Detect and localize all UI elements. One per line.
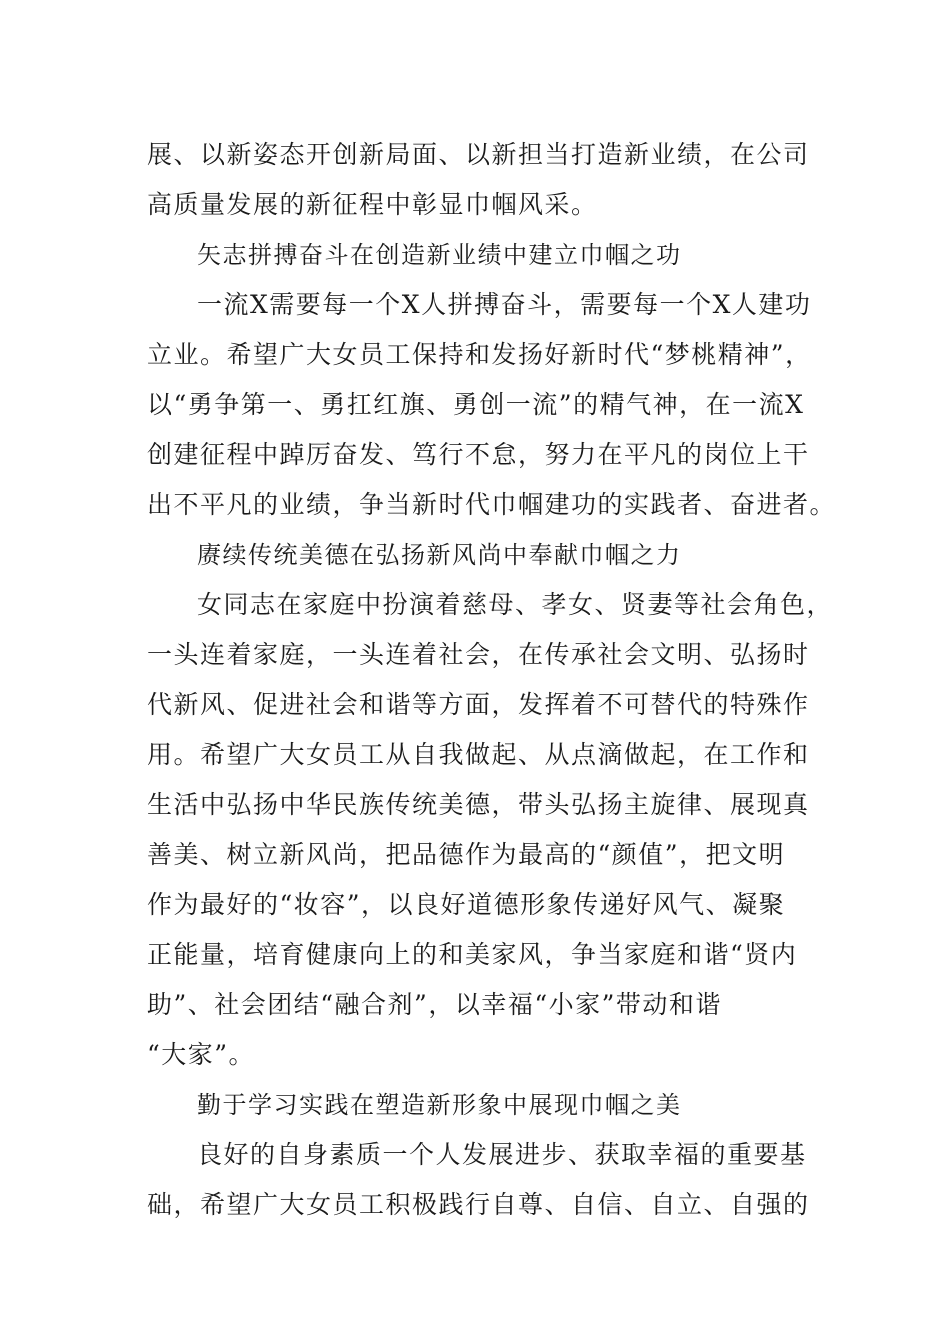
section-heading: 赓续传统美德在弘扬新风尚中奉献巾帼之力 <box>197 541 682 569</box>
paragraph-line: 善美、树立新风尚，把品德作为最高的“颜值”，把文明 <box>147 840 786 869</box>
paragraph-line: 础，希望广大女员工积极践行自尊、自信、自立、自强的 <box>147 1190 810 1219</box>
paragraph-line: 正能量，培育健康向上的和美家风，争当家庭和谐“贤内 <box>147 940 798 969</box>
paragraph-line: 一流X需要每一个X人拼搏奋斗，需要每一个X人建功 <box>197 290 812 319</box>
paragraph-line: 代新风、促进社会和谐等方面，发挥着不可替代的特殊作 <box>147 690 810 719</box>
paragraph-line: 创建征程中踔厉奋发、笃行不怠，努力在平凡的岗位上干 <box>147 440 810 469</box>
paragraph-line: 出不平凡的业绩，争当新时代巾帼建功的实践者、奋进者。 <box>147 490 837 519</box>
paragraph-line: 展、以新姿态开创新局面、以新担当打造新业绩，在公司 <box>147 140 810 169</box>
document-body <box>147 130 837 1230</box>
section-heading: 勤于学习实践在塑造新形象中展现巾帼之美 <box>197 1091 682 1119</box>
paragraph-line: 助”、社会团结“融合剂”，以幸福“小家”带动和谐 <box>147 990 722 1019</box>
paragraph-line: 高质量发展的新征程中彰显巾帼风采。 <box>147 190 598 219</box>
paragraph-line: 一头连着家庭，一头连着社会，在传承社会文明、弘扬时 <box>147 640 810 669</box>
paragraph-line: 生活中弘扬中华民族传统美德，带头弘扬主旋律、展现真 <box>147 790 810 819</box>
paragraph-line: 以“勇争第一、勇扛红旗、勇创一流”的精气神，在一流X <box>147 390 805 419</box>
paragraph-line: 良好的自身素质一个人发展进步、获取幸福的重要基 <box>197 1140 807 1169</box>
paragraph-line: 女同志在家庭中扮演着慈母、孝女、贤妻等社会角色， <box>197 590 834 619</box>
section-heading: 矢志拼搏奋斗在创造新业绩中建立巾帼之功 <box>197 241 682 269</box>
paragraph-line: “大家”。 <box>147 1040 256 1069</box>
paragraph-line: 立业。希望广大女员工保持和发扬好新时代“梦桃精神”， <box>147 340 812 369</box>
paragraph-line: 作为最好的“妆容”，以良好道德形象传递好风气、凝聚 <box>147 890 786 919</box>
paragraph-line: 用。希望广大女员工从自我做起、从点滴做起，在工作和 <box>147 740 810 769</box>
